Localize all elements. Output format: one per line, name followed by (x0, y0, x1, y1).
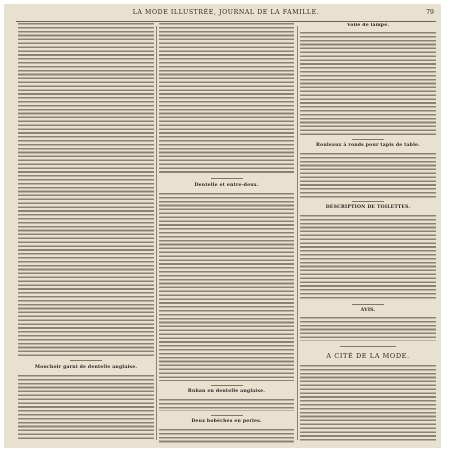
section-heading: Voile de lampe. (346, 23, 390, 28)
column-rule (297, 26, 298, 440)
separator (211, 178, 243, 179)
column-2 (159, 23, 294, 443)
page-number: 79 (426, 9, 434, 16)
text-block (159, 399, 294, 411)
section-heading: AVIS. (360, 308, 376, 313)
text-block (300, 365, 436, 443)
separator (211, 385, 243, 386)
text-block (300, 317, 436, 341)
text-block (300, 215, 436, 301)
section-heading: Mouchoir garni de dentelle anglaise. (34, 365, 138, 370)
section-heading: Dentelle et entre-deux. (194, 183, 259, 188)
section-heading: DESCRIPTION DE TOILETTES. (325, 205, 411, 210)
text-block (300, 153, 436, 198)
text-block (18, 23, 154, 356)
column-3 (300, 23, 436, 443)
text-block (300, 32, 436, 136)
separator (352, 304, 384, 305)
separator (352, 139, 384, 140)
section-heading: Rouleaux à ronds pour tapis de table. (316, 143, 420, 148)
separator (352, 201, 384, 202)
section-heading: A CITÉ DE LA MODE. (326, 352, 410, 360)
separator (70, 360, 102, 361)
text-block (18, 375, 154, 441)
separator (211, 415, 243, 416)
text-block (159, 23, 294, 175)
column-1 (18, 23, 154, 443)
text-block (159, 193, 294, 381)
section-heading: Deux bobéches en perles. (191, 419, 262, 424)
masthead-title: LA MODE ILLUSTRÉE, JOURNAL DE LA FAMILLE. (132, 9, 320, 16)
separator (340, 346, 396, 347)
masthead (16, 9, 436, 22)
newspaper-page (4, 4, 441, 448)
column-rule (156, 26, 157, 440)
text-block (159, 429, 294, 443)
section-heading: Ruban en dentelle anglaise. (187, 389, 266, 394)
